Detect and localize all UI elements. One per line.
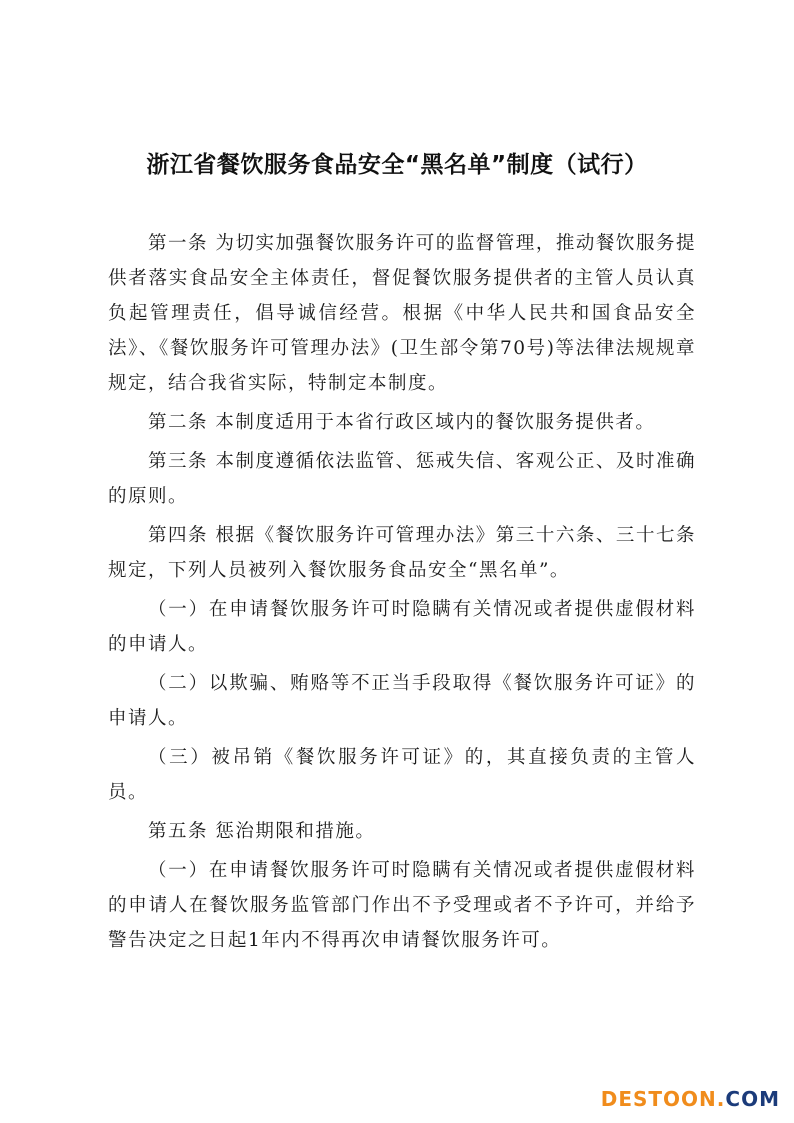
site-watermark bbox=[601, 1087, 780, 1111]
article-4-item-1: （一）在申请餐饮服务许可时隐瞒有关情况或者提供虚假材料的申请人。 bbox=[108, 599, 696, 655]
article-4-item-3: （三）被吊销《餐饮服务许可证》的，其直接负责的主管人员。 bbox=[108, 747, 696, 803]
article-5-paragraph: 第五条 惩治期限和措施。 bbox=[148, 821, 376, 842]
article-4-item-2: （二）以欺骗、贿赂等不正当手段取得《餐饮服务许可证》的申请人。 bbox=[108, 673, 696, 729]
article-4-paragraph: 第四条 根据《餐饮服务许可管理办法》第三十六条、三十七条规定，下列人员被列入餐饮服务食品安全“黑名单”。 bbox=[108, 525, 696, 581]
article-2-paragraph: 第二条 本制度适用于本省行政区域内的餐饮服务提供者。 bbox=[148, 412, 656, 433]
article-3-paragraph: 第三条 本制度遵循依法监管、惩戒失信、客观公正、及时准确的原则。 bbox=[108, 451, 696, 507]
watermark-brand: DESTOON bbox=[600, 1087, 717, 1111]
article-1-paragraph: 第一条 为切实加强餐饮服务许可的监督管理，推动餐饮服务提供者落实食品安全主体责任，督促餐饮服务提供者的主管人员认真负起管理责任，倡导诚信经营。根据《中华人民共和国食品安全法》、《餐饮服务许可管理办法》(卫生部令第70号)等法律法规规章规定，结合我省实际，特制定本制度。 bbox=[108, 233, 696, 394]
article-5-item-1: （一）在申请餐饮服务许可时隐瞒有关情况或者提供虚假材料的申请人在餐饮服务监管部门作出不予受理或者不予许可，并给予警告决定之日起1年内不得再次申请餐饮服务许可。 bbox=[108, 860, 696, 951]
document-body bbox=[108, 226, 696, 958]
document-title: 浙江省餐饮服务食品安全“黑名单”制度（试行） bbox=[146, 152, 648, 178]
watermark-dot: . bbox=[716, 1087, 726, 1111]
watermark-tld: COM bbox=[725, 1087, 780, 1111]
